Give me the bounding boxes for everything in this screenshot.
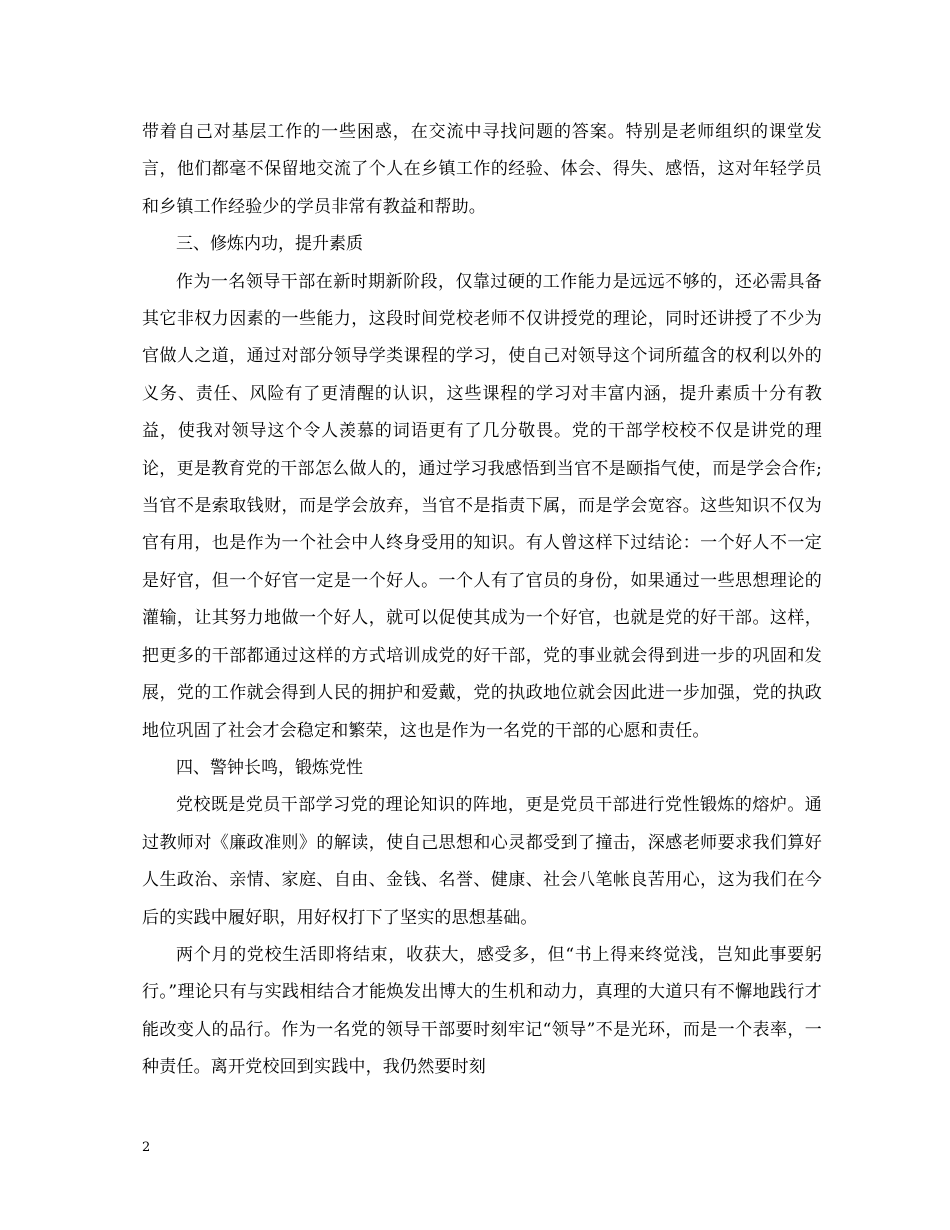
section-heading-4: 四、警钟长鸣，锻炼党性 bbox=[176, 757, 363, 778]
paragraph-section-4: 党校既是党员干部学习党的理论知识的阵地，更是党员干部进行党性锻炼的熔炉。通过教师对《廉政准则》的解读，使自己思想和心灵都受到了撞击，深感老师要求我们算好人生政治、亲情、家庭、自由、金钱、名誉、健康、社会八笔帐良苦用心，这为我们在今后的实践中履好职，用好权打下了坚实的思想基础。 bbox=[142, 795, 822, 928]
paragraph-conclusion: 两个月的党校生活即将结束，收获大，感受多，但“书上得来终觉浅，岂知此事要躬行。”理论只有与实践相结合才能焕发出博大的生机和动力，真理的大道只有不懈地践行才能改变人的品行。作为一名党的领导干部要时刻牢记“领导”不是光环，而是一个表率，一种责任。离开党校回到实践中，我仍然要时刻 bbox=[142, 944, 822, 1078]
paragraph-continued: 带着自己对基层工作的一些困惑，在交流中寻找问题的答案。特别是老师组织的课堂发言，他们都毫不保留地交流了个人在乡镇工作的经验、体会、得失、感悟，这对年轻学员和乡镇工作经验少的学员非常有教益和帮助。 bbox=[142, 122, 822, 217]
section-heading-3: 三、修炼内功，提升素质 bbox=[176, 234, 363, 255]
page-number: 2 bbox=[142, 1140, 151, 1155]
paragraph-section-3: 作为一名领导干部在新时期新阶段，仅靠过硬的工作能力是远远不够的，还必需具备其它非权力因素的一些能力，这段时间党校老师不仅讲授党的理论，同时还讲授了不少为官做人之道，通过对部分领导学类课程的学习，使自己对领导这个词所蕴含的权利以外的义务、责任、风险有了更清醒的认识，这些课程的学习对丰富内涵，提升素质十分有教益，使我对领导这个令人羡慕的词语更有了几分敬畏。党的干部学校校不仅是讲党的理论，更是教育党的干部怎么做人的，通过学习我感悟到当官不是颐指气使，而是学会合作;当官不是索取钱财，而是学会放弃，当官不是指责下属，而是学会宽容。这些知识不仅为官有用，也是作为一个社会中人终身受用的知识。有人曾这样下过结论：一个好人不一定是好官，但一个好官一定是一个好人。一个人有了官员的身份，如果通过一些思想理论的灌输，让其努力地做一个好人，就可以促使其成为一个好官，也就是党的好干部。这样，把更多的干部都通过这样的方式培训成党的好干部，党的事业就会得到进一步的巩固和发展，党的工作就会得到人民的拥护和爱戴，党的执政地位就会因此进一步加强，党的执政地位巩固了社会才会稳定和繁荣，这也是作为一名党的干部的心愿和责任。 bbox=[142, 271, 822, 741]
document-body bbox=[142, 114, 822, 1087]
